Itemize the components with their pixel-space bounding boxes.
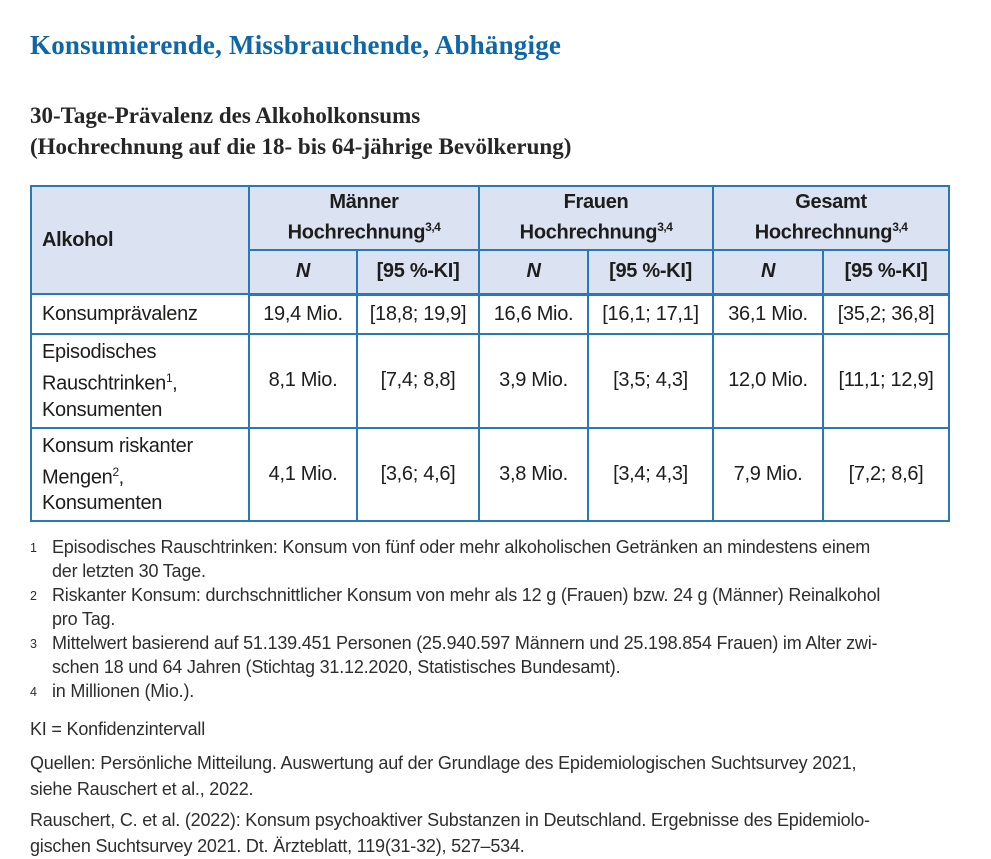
cell-gesamt-n: 12,0 Mio. (713, 334, 823, 428)
cell-maenner-ki: [3,6; 4,6] (357, 428, 479, 522)
n-label: N (295, 260, 311, 283)
footnote-line: schen 18 und 64 Jahren (Stichtag 31.12.2020, Statistisches Bundesamt). (52, 657, 621, 678)
prevalence-table (30, 185, 950, 522)
group-label-line-2 (250, 215, 478, 246)
subheader-n-gesamt (713, 250, 823, 294)
group-label-line-2 (480, 215, 712, 246)
subheader-n-maenner (249, 250, 357, 294)
cell-gesamt-ki: [35,2; 36,8] (823, 294, 949, 334)
cell-frauen-n: 3,9 Mio. (479, 334, 588, 428)
subheader-ki-gesamt: [95 %-KI] (823, 250, 949, 294)
source-line: siehe Rauschert et al., 2022. (30, 779, 254, 800)
footnote-ref: 3,4 (657, 220, 673, 235)
footnote-marker: 3 (30, 637, 37, 652)
table-title-line-2: (Hochrechnung auf die 18- bis 64-jährige Bevölkerung) (30, 134, 572, 159)
row-label-line-3: Konsumenten (42, 492, 163, 515)
footnote-line: der letzten 30 Tage. (52, 561, 206, 582)
row-label-line-2 (42, 459, 242, 491)
table-header-group-row (31, 186, 949, 250)
footnote-text (52, 631, 961, 679)
column-group-frauen (479, 186, 713, 250)
column-group-maenner (249, 186, 479, 250)
footnote-marker: 1 (30, 541, 37, 556)
cell-frauen-n: 16,6 Mio. (479, 294, 588, 334)
column-group-gesamt (713, 186, 949, 250)
subheader-ki-maenner: [95 %-KI] (357, 250, 479, 294)
group-label-line-1: Gesamt (795, 191, 867, 214)
footnote-ref: 2 (112, 464, 119, 479)
cell-frauen-ki: [16,1; 17,1] (588, 294, 713, 334)
n-label: N (526, 260, 541, 283)
group-label-text: Hochrechnung (754, 221, 893, 244)
table-row (31, 294, 949, 334)
footnote-ref: 3,4 (425, 220, 441, 235)
group-label-line-1: Frauen (563, 191, 629, 214)
group-label-line-1: Männer (329, 191, 399, 214)
cell-frauen-ki: [3,5; 4,3] (588, 334, 713, 428)
cell-gesamt-n: 7,9 Mio. (713, 428, 823, 522)
cell-gesamt-n: 36,1 Mio. (713, 294, 823, 334)
cell-maenner-ki: [18,8; 19,9] (357, 294, 479, 334)
footnote-text (52, 583, 961, 631)
n-label: N (760, 260, 776, 283)
row-label-line-3: Konsumenten (42, 398, 163, 421)
source-line: Quellen: Persönliche Mitteilung. Auswertung auf der Grundlage des Epidemiologischen Suchtsurvey 2021, (30, 753, 857, 774)
footnote-ref: 1 (165, 371, 173, 385)
column-header-alkohol: Alkohol (31, 186, 249, 294)
footnote-line: pro Tag. (52, 609, 116, 630)
cell-gesamt-ki: [7,2; 8,6] (823, 428, 949, 522)
table-title-line-1: 30-Tage-Prävalenz des Alkoholkonsums (30, 103, 421, 128)
row-label-tail: , (118, 466, 124, 489)
group-label-line-2 (714, 215, 948, 246)
footnote-3 (30, 631, 961, 679)
footnote-marker: 2 (30, 589, 37, 604)
row-label-line-1: Konsum riskanter (42, 434, 193, 457)
row-label-text: Mengen (42, 466, 113, 489)
group-label-text: Hochrechnung (519, 221, 658, 244)
cell-maenner-ki: [7,4; 8,8] (357, 334, 479, 428)
row-label-konsumpraevalenz: Konsumprävalenz (31, 294, 249, 334)
source-quellen (30, 750, 961, 802)
cell-frauen-ki: [3,4; 4,3] (588, 428, 713, 522)
group-label-text: Hochrechnung (287, 221, 426, 244)
cell-maenner-n: 4,1 Mio. (249, 428, 357, 522)
footnote-text (52, 535, 961, 583)
row-label-rauschtrinken (31, 334, 249, 428)
footnote-marker: 4 (30, 685, 37, 700)
cell-gesamt-ki: [11,1; 12,9] (823, 334, 949, 428)
cell-maenner-n: 8,1 Mio. (249, 334, 357, 428)
sources-block (30, 750, 961, 859)
cell-maenner-n: 19,4 Mio. (249, 294, 357, 334)
ki-abbreviation-note: KI = Konfidenzintervall (30, 719, 206, 740)
source-line: gischen Suchtsurvey 2021. Dt. Ärzteblatt, 119(31-32), 527–534. (30, 836, 525, 857)
row-label-text: Rauschtrinken (42, 372, 166, 395)
footnote-text (52, 679, 961, 704)
table-row (31, 428, 949, 522)
footnote-line: in Millionen (Mio.). (52, 681, 195, 702)
cell-frauen-n: 3,8 Mio. (479, 428, 588, 522)
row-label-riskanter-konsum (31, 428, 249, 522)
footnote-2 (30, 583, 961, 631)
footnote-line: Mittelwert basierend auf 51.139.451 Personen (25.940.597 Männern und 25.198.854 Frauen) im Alter zwi- (52, 633, 878, 654)
subheader-n-frauen (479, 250, 588, 294)
footnotes-block (30, 535, 961, 704)
row-label-line-1: Episodisches (42, 341, 157, 363)
row-label-line-2 (42, 365, 242, 397)
footnote-4 (30, 679, 961, 704)
footnote-1 (30, 535, 961, 583)
footnote-line: Episodisches Rauschtrinken: Konsum von fünf oder mehr alkoholischen Getränken an mindestens einem (52, 537, 871, 558)
page-title: Konsumierende, Missbrauchende, Abhängige (30, 30, 562, 60)
source-reference (30, 807, 961, 859)
footnote-ref: 3,4 (892, 220, 908, 235)
table-title (30, 100, 961, 162)
table-row (31, 334, 949, 428)
subheader-ki-frauen: [95 %-KI] (588, 250, 713, 294)
row-label-tail: , (172, 372, 178, 395)
source-line: Rauschert, C. et al. (2022): Konsum psychoaktiver Substanzen in Deutschland. Ergebnisse des Epidemiolo- (30, 810, 870, 831)
footnote-line: Riskanter Konsum: durchschnittlicher Konsum von mehr als 12 g (Frauen) bzw. 24 g (Männer) Reinalkohol (52, 585, 881, 606)
